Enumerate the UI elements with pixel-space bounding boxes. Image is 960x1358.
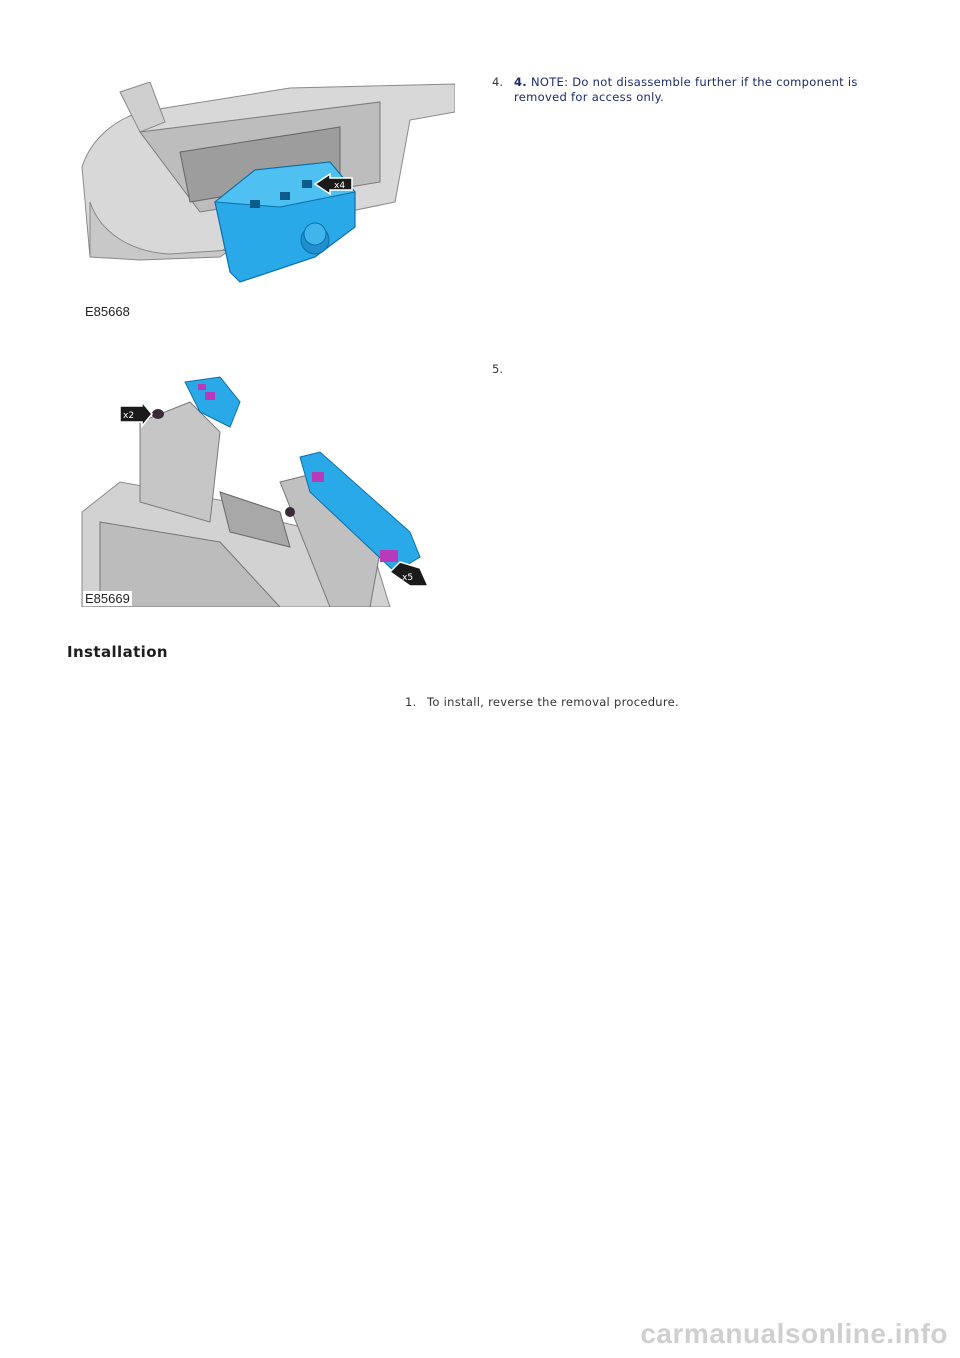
step-lead: 4. [514, 75, 527, 89]
step-note: NOTE: Do not disassemble further if the component is removed for access only. [514, 75, 858, 104]
figure-label: E85668 [85, 304, 130, 319]
callout-x5: x5 [402, 573, 414, 583]
console-switch-illustration [80, 82, 455, 322]
watermark: carmanualsonline.info [640, 1318, 948, 1349]
step-number: 1. [405, 695, 417, 709]
figure-e85669 [80, 372, 455, 607]
callout-x4: x4 [334, 181, 346, 191]
step-number: 5. [492, 362, 503, 376]
figure-e85668 [80, 82, 455, 322]
step-number: 4. [492, 75, 503, 89]
callout-x2: x2 [123, 411, 135, 421]
step-text: To install, reverse the removal procedure. [427, 695, 679, 709]
step-text [514, 75, 884, 105]
figure-label: E85669 [85, 591, 130, 606]
section-title-installation: Installation [67, 643, 168, 661]
console-trim-illustration [80, 372, 455, 607]
installation-step-1 [405, 695, 679, 709]
